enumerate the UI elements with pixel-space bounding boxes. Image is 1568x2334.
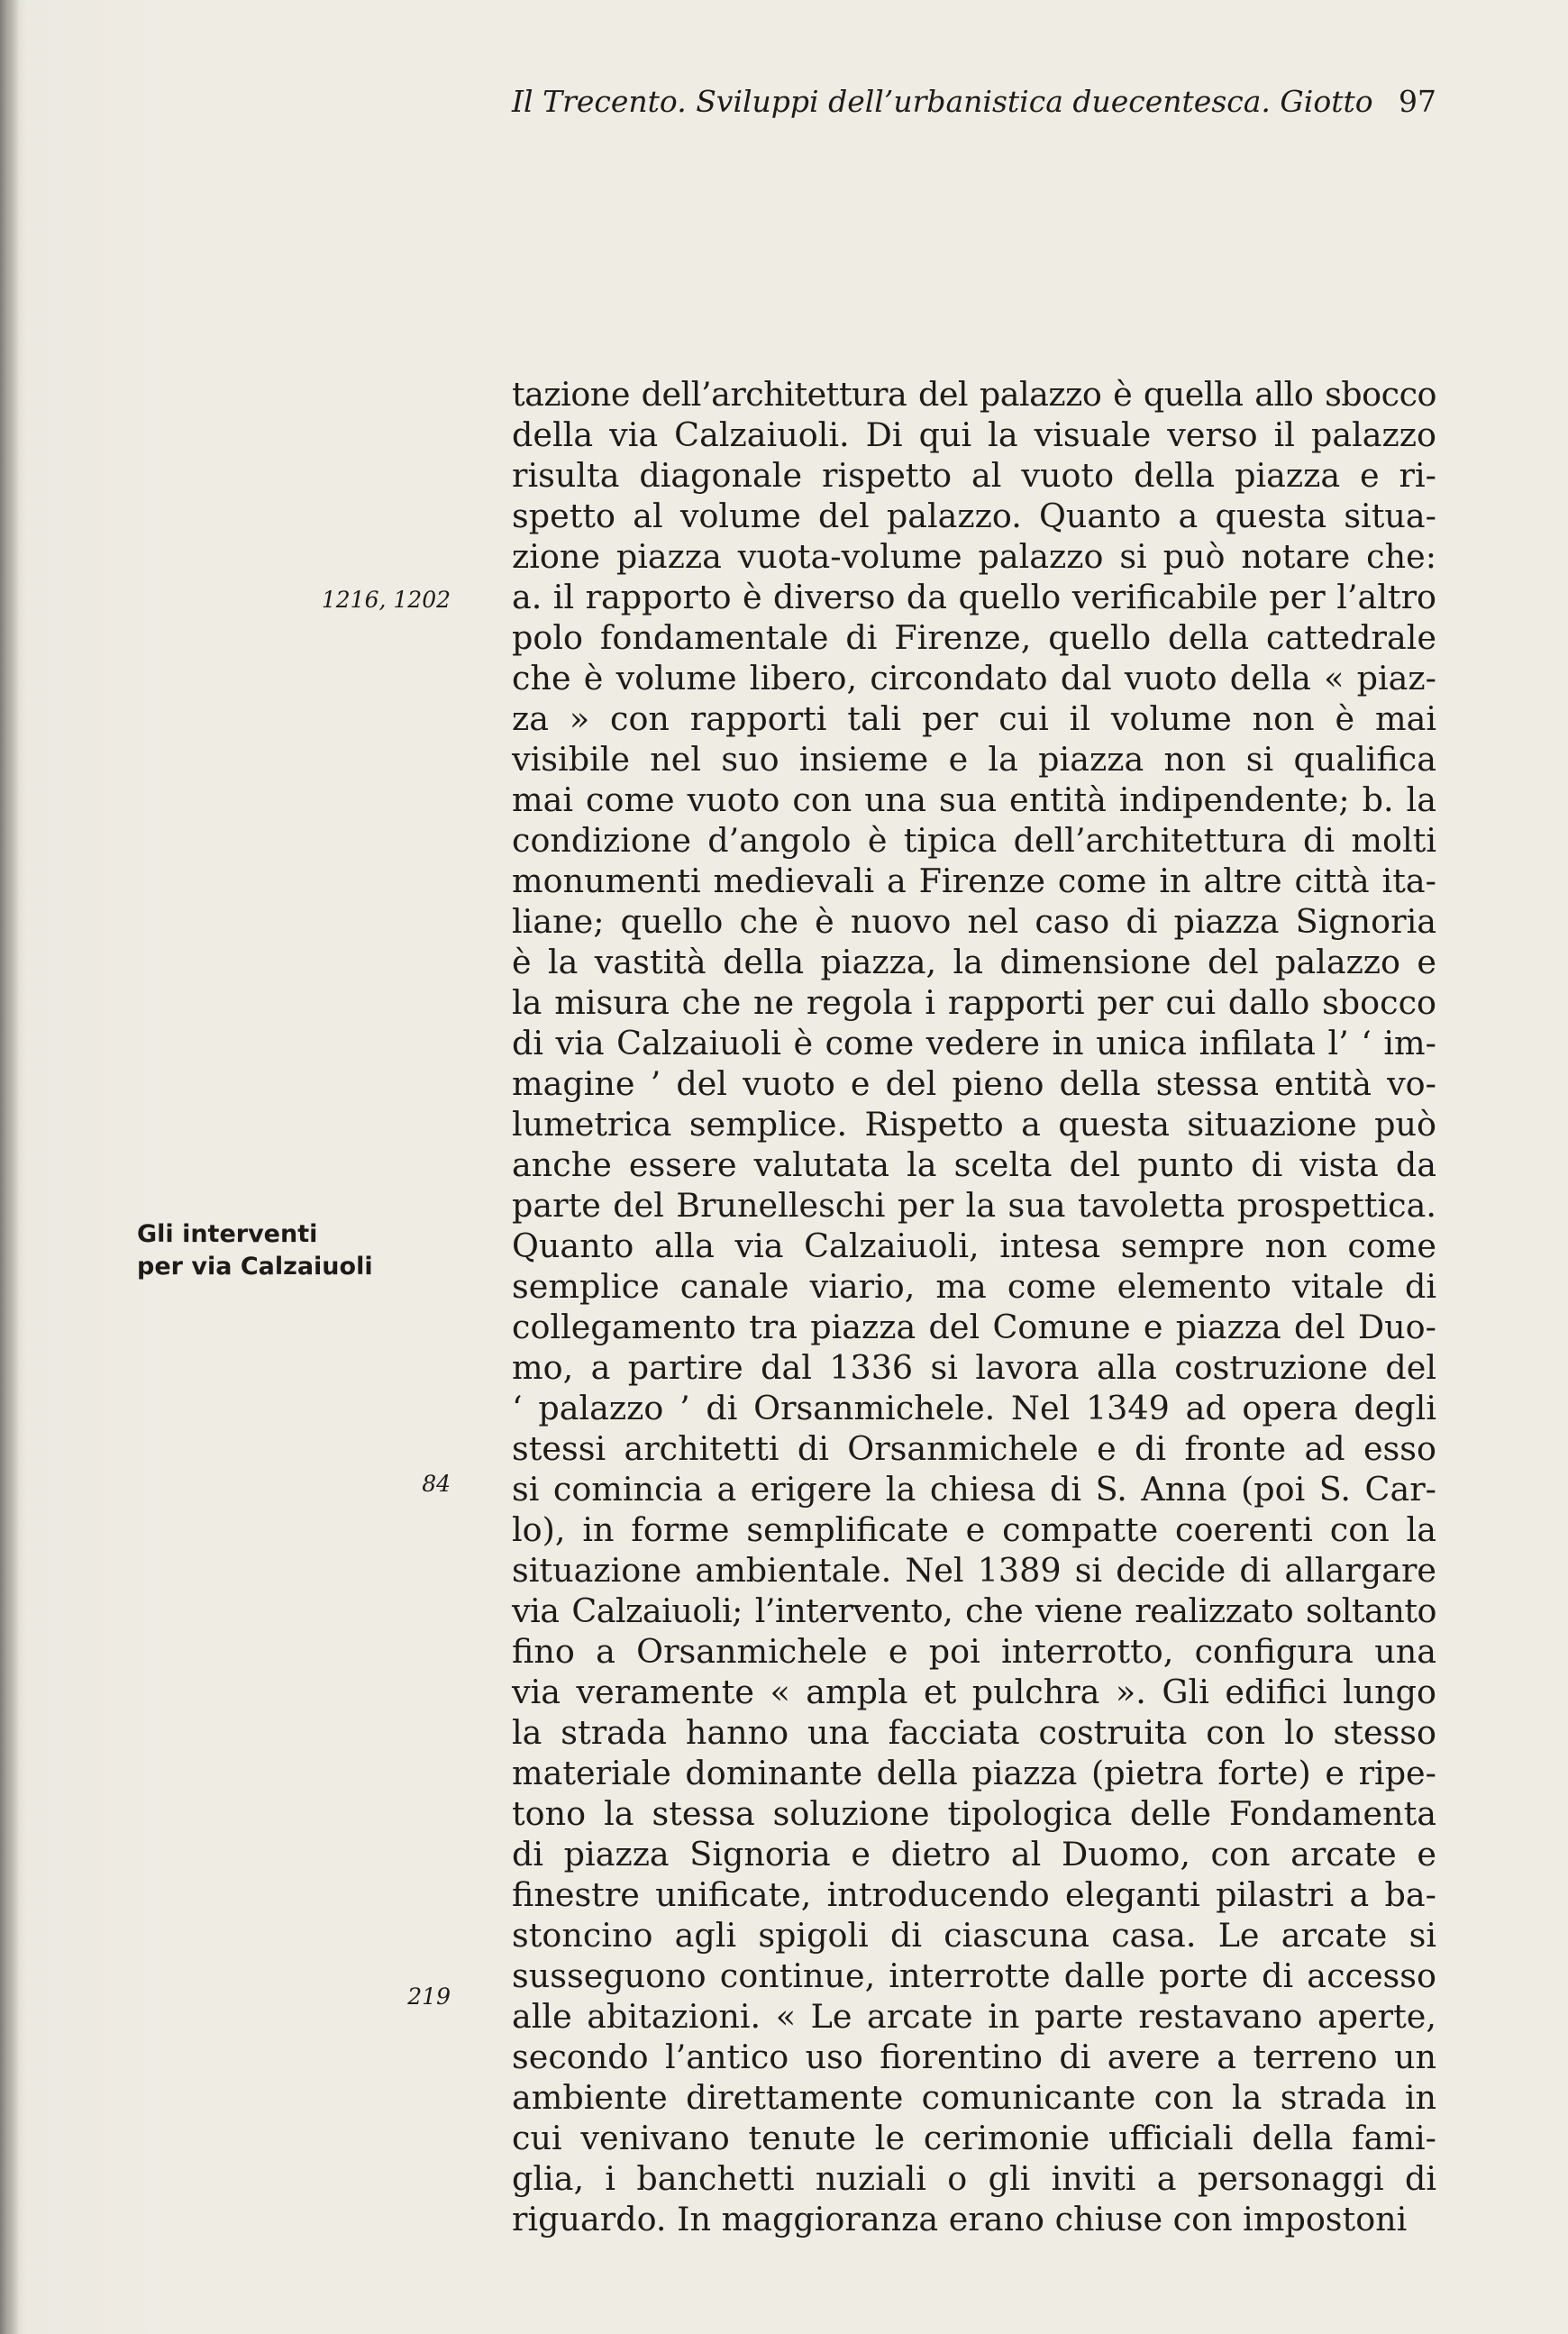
text-line: ‘ palazzo ’ di Orsanmichele. Nel 1349 ad opera degli (512, 1389, 1436, 1427)
text-line: riguardo. In maggioranza erano chiuse con impostoni (512, 2200, 1408, 2238)
book-spine-shadow (0, 0, 20, 2334)
text-line: cui venivano tenute le cerimonie ufficiali della fami- (512, 2119, 1436, 2157)
text-line: la misura che ne regola i rapporti per cui dallo sbocco (512, 983, 1436, 1022)
text-line: di via Calzaiuoli è come vedere in unica infilata l’ ‘ im- (512, 1024, 1436, 1062)
running-head (512, 79, 1436, 124)
text-line: via veramente « ampla et pulchra ». Gli edifici lungo (512, 1673, 1436, 1711)
text-line: mo, a partire dal 1336 si lavora alla costruzione del (512, 1348, 1436, 1387)
text-line: la strada hanno una facciata costruita con lo stesso (512, 1713, 1436, 1752)
text-line: ambiente direttamente comunicante con la strada in (512, 2078, 1436, 2117)
text-line: Quanto alla via Calzaiuoli, intesa sempre non come (512, 1226, 1436, 1265)
margin-ref-1216-1202: 1216, 1202 (321, 587, 451, 613)
text-line: monumenti medievali a Firenze come in altre città ita- (512, 862, 1436, 900)
text-line: semplice canale viario, ma come elemento vitale di (512, 1267, 1436, 1306)
text-line: anche essere valutata la scelta del punto di vista da (512, 1145, 1436, 1184)
text-line: collegamento tra piazza del Comune e piazza del Duo- (512, 1308, 1436, 1346)
text-line: si comincia a erigere la chiesa di S. Anna (poi S. Car- (512, 1470, 1436, 1509)
text-line: parte del Brunelleschi per la sua tavoletta prospettica. (512, 1186, 1436, 1225)
text-line: risulta diagonale rispetto al vuoto della piazza e ri- (512, 456, 1436, 495)
text-line: lumetrica semplice. Rispetto a questa situazione può (512, 1105, 1436, 1144)
text-line: che è volume libero, circondato dal vuoto della « piaz- (512, 659, 1436, 697)
text-line: a. il rapporto è diverso da quello verificabile per l’altro (512, 578, 1436, 616)
text-line: tono la stessa soluzione tipologica delle Fondamenta (512, 1794, 1436, 1833)
text-line: susseguono continue, interrotte dalle porte di accesso (512, 1956, 1436, 1995)
text-line: situazione ambientale. Nel 1389 si decide di allargare (512, 1551, 1436, 1590)
text-line: visibile nel suo insieme e la piazza non si qualifica (512, 740, 1436, 779)
sidenote (137, 1218, 407, 1283)
text-line: liane; quello che è nuovo nel caso di piazza Signoria (512, 902, 1436, 941)
text-line: della via Calzaiuoli. Di qui la visuale verso il palazzo (512, 415, 1436, 454)
text-line: materiale dominante della piazza (pietra forte) e ripe- (512, 1754, 1436, 1792)
text-line: za » con rapporti tali per cui il volume non è mai (512, 699, 1436, 738)
text-line: magine ’ del vuoto e del pieno della stessa entità vo- (512, 1064, 1436, 1103)
margin-ref-219: 219 (407, 1983, 451, 2010)
text-line: condizione d’angolo è tipica dell’architettura di molti (512, 821, 1436, 860)
body-text (512, 374, 1436, 2239)
sidenote-line-1: Gli interventi (137, 1220, 318, 1248)
text-line: mai come vuoto con una sua entità indipendente; b. la (512, 780, 1436, 819)
text-line: polo fondamentale di Firenze, quello della cattedrale (512, 618, 1436, 657)
margin-ref-84: 84 (422, 1471, 451, 1497)
text-line: alle abitazioni. « Le arcate in parte restavano aperte, (512, 1997, 1436, 2036)
text-line: stoncino agli spigoli di ciascuna casa. Le arcate si (512, 1916, 1436, 1955)
page-number: 97 (1399, 84, 1436, 119)
text-line: di piazza Signoria e dietro al Duomo, con arcate e (512, 1835, 1436, 1874)
sidenote-line-2: per via Calzaiuoli (137, 1253, 373, 1281)
text-line: stessi architetti di Orsanmichele e di fronte ad esso (512, 1429, 1436, 1468)
running-title: Il Trecento. Sviluppi dell’urbanistica duecentesca. Giotto (512, 84, 1373, 119)
text-line: zione piazza vuota-volume palazzo si può notare che: (512, 537, 1436, 576)
text-line: è la vastità della piazza, la dimensione del palazzo e (512, 943, 1436, 981)
text-line: fino a Orsanmichele e poi interrotto, configura una (512, 1632, 1436, 1671)
text-line: spetto al volume del palazzo. Quanto a questa situa- (512, 497, 1436, 535)
text-line: glia, i banchetti nuziali o gli inviti a personaggi di (512, 2159, 1436, 2198)
text-line: lo), in forme semplificate e compatte coerenti con la (512, 1510, 1436, 1549)
text-line: tazione dell’architettura del palazzo è quella allo sbocco (512, 375, 1436, 414)
text-line: via Calzaiuoli; l’intervento, che viene realizzato soltanto (512, 1591, 1436, 1630)
text-line: finestre unificate, introducendo eleganti pilastri a ba- (512, 1875, 1436, 1914)
text-line: secondo l’antico uso fiorentino di avere a terreno un (512, 2038, 1436, 2076)
